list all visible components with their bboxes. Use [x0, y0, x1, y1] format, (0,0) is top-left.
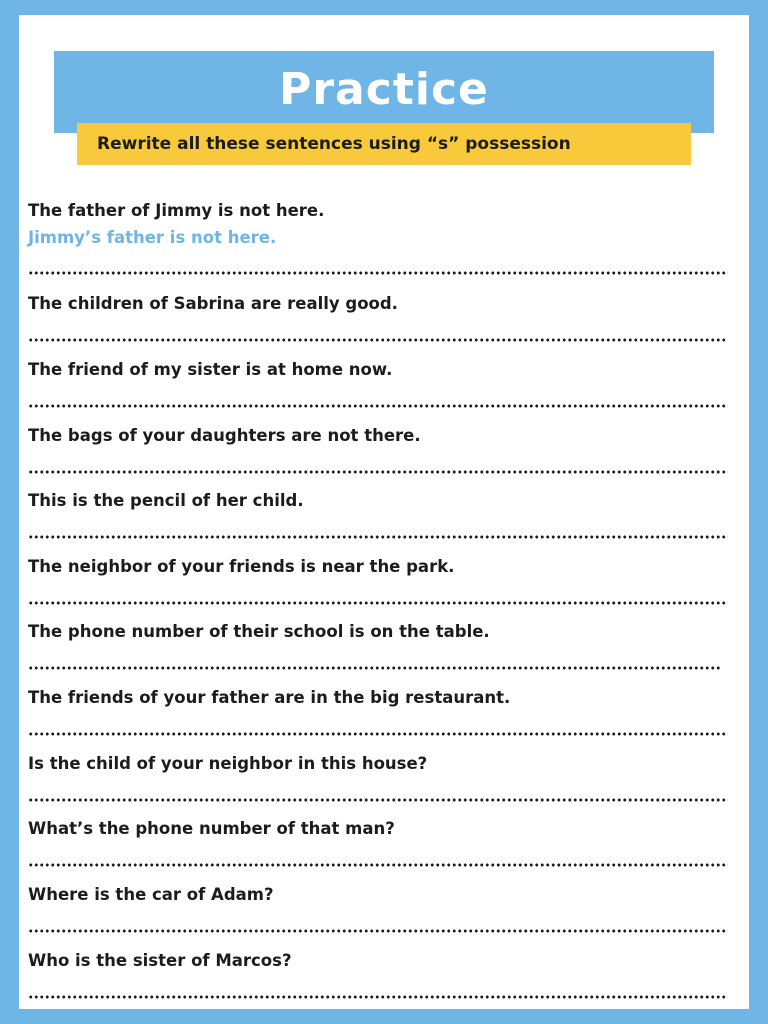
exercise-sentence: The children of Sabrina are really good.	[28, 294, 398, 313]
exercise-10	[28, 818, 733, 840]
exercise-sentence: Who is the sister of Marcos?	[28, 951, 292, 970]
exercise-sentence: What’s the phone number of that man?	[28, 819, 395, 838]
answer-line-9[interactable]	[28, 798, 728, 802]
answer-line-10[interactable]	[28, 863, 728, 867]
exercise-9	[28, 753, 733, 775]
answer-line-12[interactable]	[28, 995, 728, 999]
exercise-6	[28, 556, 733, 578]
exercise-12	[28, 950, 733, 972]
exercise-sentence: The neighbor of your friends is near the park.	[28, 557, 455, 576]
exercise-sentence: The bags of your daughters are not there.	[28, 426, 421, 445]
answer-line-3[interactable]	[28, 404, 728, 408]
exercise-7	[28, 621, 733, 643]
answer-line-4[interactable]	[28, 470, 728, 474]
instruction-text: Rewrite all these sentences using “s” possession	[97, 134, 571, 154]
answer-line-8[interactable]	[28, 732, 728, 736]
exercise-1	[28, 200, 733, 249]
exercise-8	[28, 687, 733, 709]
exercise-3	[28, 359, 733, 381]
exercise-11	[28, 884, 733, 906]
exercise-sentence: Where is the car of Adam?	[28, 885, 274, 904]
exercise-sentence: The friend of my sister is at home now.	[28, 360, 393, 379]
page-title: Practice	[279, 63, 489, 115]
exercise-2	[28, 293, 733, 315]
answer-line-11[interactable]	[28, 929, 728, 933]
answer-line-5[interactable]	[28, 535, 728, 539]
title-banner	[54, 51, 714, 133]
exercise-5	[28, 490, 733, 512]
exercise-sentence: Is the child of your neighbor in this house?	[28, 754, 428, 773]
answer-line-1[interactable]	[28, 271, 728, 275]
answer-line-2[interactable]	[28, 338, 728, 342]
answer-line-6[interactable]	[28, 601, 728, 605]
exercise-sentence: The phone number of their school is on the table.	[28, 622, 490, 641]
example-answer: Jimmy’s father is not here.	[28, 228, 277, 247]
exercise-sentence: This is the pencil of her child.	[28, 491, 304, 510]
instruction-bar	[77, 123, 691, 165]
exercise-sentence: The friends of your father are in the big restaurant.	[28, 688, 511, 707]
exercise-sentence: The father of Jimmy is not here.	[28, 201, 325, 220]
exercise-4	[28, 425, 733, 447]
answer-line-7[interactable]	[28, 666, 722, 670]
